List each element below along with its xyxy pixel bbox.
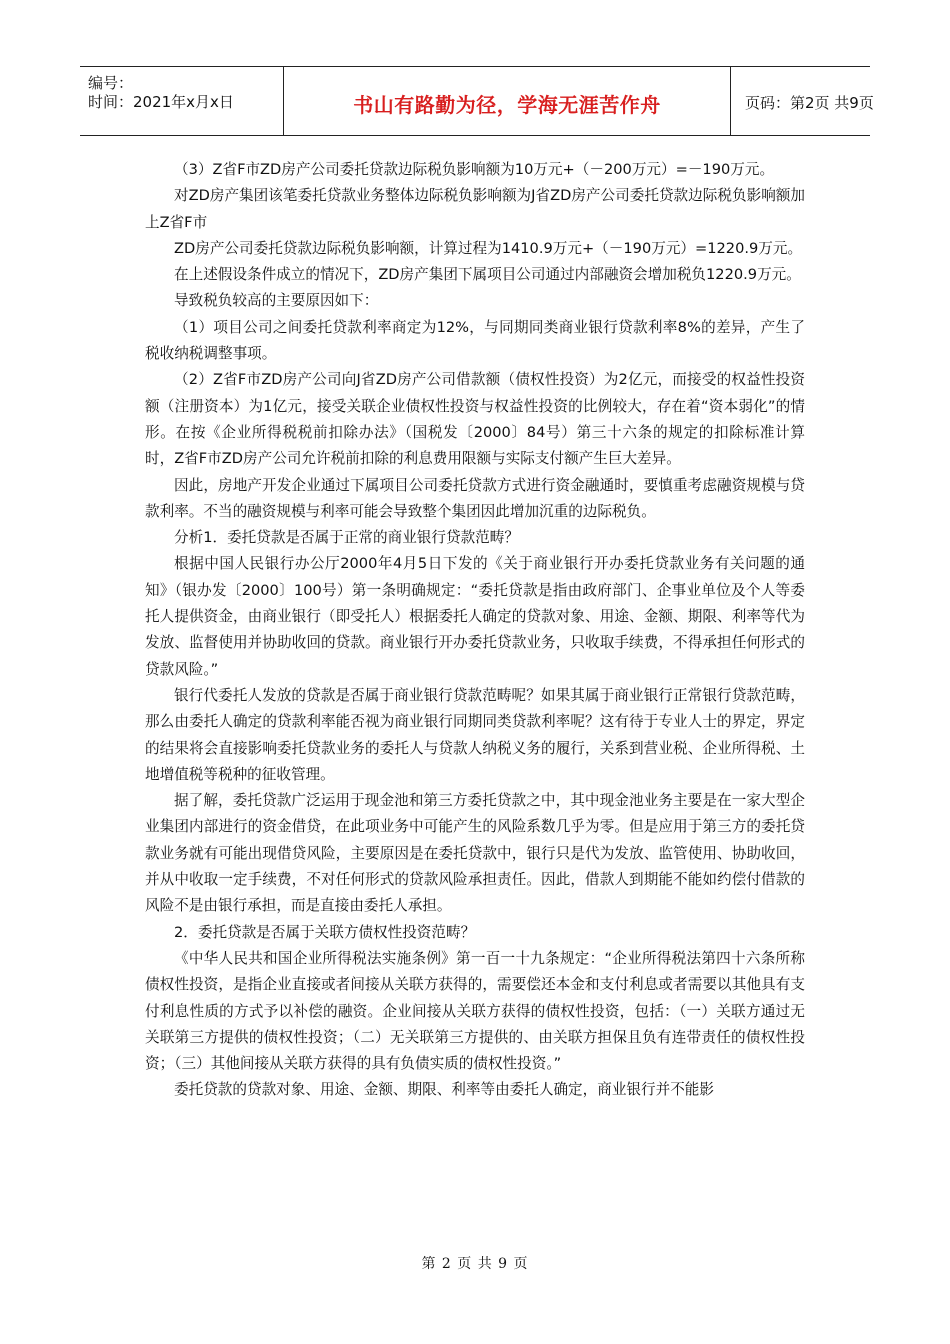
section-heading: 2．委托贷款是否属于关联方债权性投资范畴？ — [174, 923, 476, 941]
paragraph: 根据中国人民银行办公厅2000年4月5日下发的《关于商业银行开办委托贷款业务有关问题的通知》（银办发〔2000〕100号）第一条明确规定：“委托贷款是指由政府部门、企事业单位及个人等委托人提供资金，由商业银行（即受托人）根据委托人确定的贷款对象、用途、金额、期限、利率等代为发放、监督使用并协助收回的贷款。商业银行开办委托贷款业务，只收取手续费，不得承担任何形式的贷款风险。” — [145, 555, 805, 678]
header-right-cell — [731, 67, 874, 135]
document-body — [145, 157, 805, 1104]
page-header — [80, 66, 874, 136]
document-number-label: 编号： — [88, 74, 134, 92]
header-page-label: 页码：第2页 共9页 — [745, 94, 874, 112]
paragraph: 银行代委托人发放的贷款是否属于商业银行贷款范畴呢？如果其属于商业银行正常银行贷款范畴，那么由委托人确定的贷款利率能否视为商业银行同期同类贷款利率呢？这有待于专业人士的界定，界定的结果将会直接影响委托贷款业务的委托人与贷款人纳税义务的履行，关系到营业税、企业所得税、土地增值税等税种的征收管理。 — [145, 686, 805, 783]
paragraph: 导致税负较高的主要原因如下： — [174, 292, 379, 310]
paragraph: （1）项目公司之间委托贷款利率商定为12%，与同期同类商业银行贷款利率8%的差异，产生了税收纳税调整事项。 — [145, 318, 805, 363]
section-heading: 分析1．委托贷款是否属于正常的商业银行贷款范畴？ — [174, 529, 519, 547]
paragraph: 因此，房地产开发企业通过下属项目公司委托贷款方式进行资金融通时，要慎重考虑融资规模与贷款利率。不当的融资规模与利率可能会导致整个集团因此增加沉重的边际税负。 — [145, 476, 805, 520]
paragraph: （3）Z省F市ZD房产公司委托贷款边际税负影响额为10万元+（－200万元）=－190万元。 — [174, 161, 775, 178]
paragraph: 在上述假设条件成立的情况下，ZD房产集团下属项目公司通过内部融资会增加税负1220.9万元。 — [174, 266, 801, 284]
paragraph: 据了解，委托贷款广泛运用于现金池和第三方委托贷款之中，其中现金池业务主要是在一家大型企业集团内部进行的资金借贷，在此项业务中可能产生的风险系数几乎为零。但是应用于第三方的委托贷款业务就有可能出现借贷风险，主要原因是在委托贷款中，银行只是代为发放、监管使用、协助收回，并从中收取一定手续费，不对任何形式的贷款风险承担责任。因此，借款人到期能不能如约偿付借款的风险不是由银行承担，而是直接由委托人承担。 — [145, 792, 805, 915]
paragraph: 对ZD房产集团该笔委托贷款业务整体边际税负影响额为J省ZD房产公司委托贷款边际税负影响额加上Z省F市 — [145, 187, 805, 231]
header-motto: 书山有路勤为径，学海无涯苦作舟 — [353, 93, 661, 117]
header-left-cell — [80, 67, 284, 135]
paragraph: （2）Z省F市ZD房产公司向J省ZD房产公司借款额（债权性投资）为2亿元，而接受的权益性投资额（注册资本）为1亿元，接受关联企业债权性投资与权益性投资的比例较大，存在着“资本弱化”的情形。在按《企业所得税税前扣除办法》（国税发〔2000〕84号）第三十六条的规定的扣除标准计算时，Z省F市ZD房产公司允许税前扣除的利息费用限额与实际支付额产生巨大差异。 — [145, 371, 805, 468]
paragraph: 委托贷款的贷款对象、用途、金额、期限、利率等由委托人确定，商业银行并不能影 — [174, 1081, 714, 1099]
page-footer: 第 2 页 共 9 页 — [421, 1256, 529, 1272]
document-time-label: 时间：2021年x月x日 — [88, 93, 234, 111]
paragraph: 《中华人民共和国企业所得税法实施条例》第一百一十九条规定：“企业所得税法第四十六条所称债权性投资，是指企业直接或者间接从关联方获得的，需要偿还本金和支付利息或者需要以其他具有支付利息性质的方式予以补偿的融资。企业间接从关联方获得的债权性投资，包括：（一）关联方通过无关联第三方提供的债权性投资；（二）无关联第三方提供的、由关联方担保且负有连带责任的债权性投资；（三）其他间接从关联方获得的具有负债实质的债权性投资。” — [145, 949, 805, 1073]
header-middle-cell — [284, 67, 731, 135]
paragraph: ZD房产公司委托贷款边际税负影响额，计算过程为1410.9万元+（－190万元）=1220.9万元。 — [174, 239, 803, 257]
